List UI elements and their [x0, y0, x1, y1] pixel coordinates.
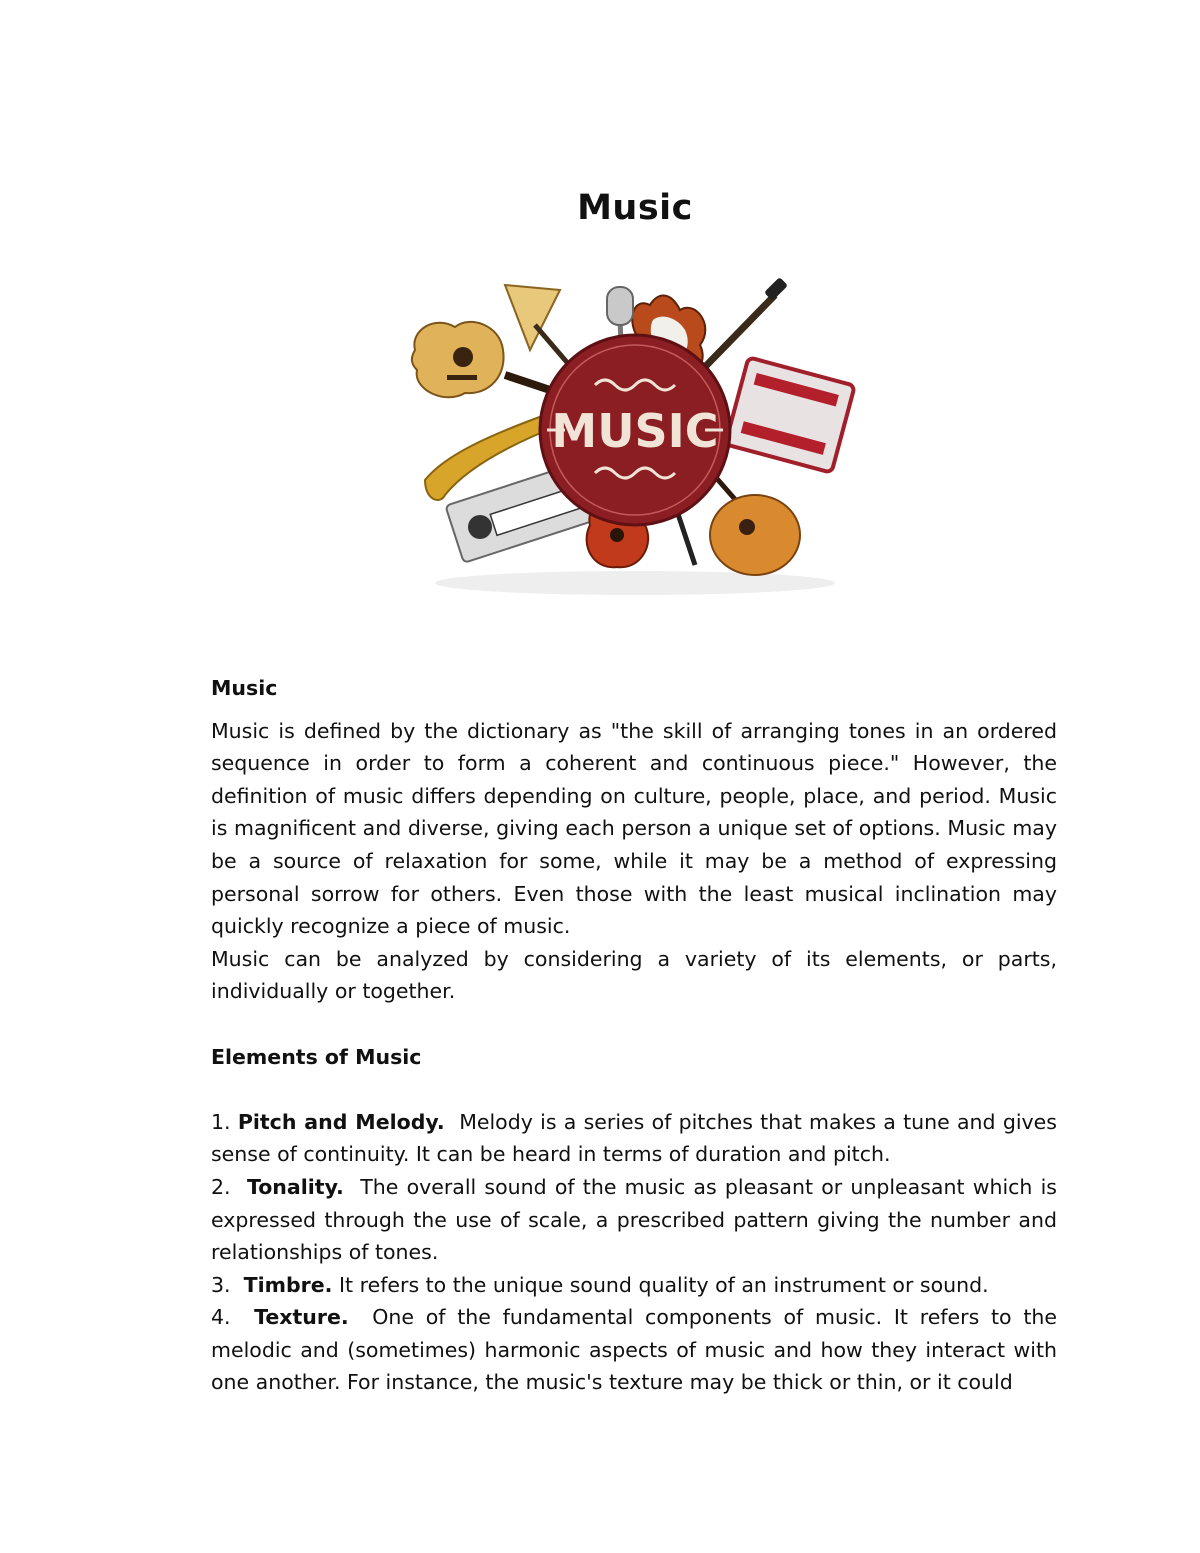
music-badge [540, 335, 730, 525]
item-text: One of the fundamental components of music. It refers to the melodic and (sometimes) harmonic aspects of music and how they interact with one another. For instance, the music's texture may be thick or thin, or it could [211, 1305, 1057, 1395]
document-body [211, 672, 1057, 1399]
mandolin-icon [705, 465, 800, 575]
list-item [211, 1269, 1057, 1302]
intro-paragraph: Music can be analyzed by considering a variety of its elements, or parts, individually or together. [211, 946, 1057, 1004]
intro-paragraph: Music is defined by the dictionary as "the skill of arranging tones in an ordered sequence in order to form a coherent and continuous piece." However, the definition of music differs depending on culture, people, place, and period. Music is magnificent and diverse, giving each person a unique set of options. Music may be a source of relaxation for some, while it may be a method of expressing personal sorrow for others. Even those with the least musical inclination may quickly recognize a piece of music. [211, 718, 1057, 939]
item-text: It refers to the unique sound quality of an instrument or sound. [339, 1272, 989, 1297]
item-term: Timbre. [243, 1272, 333, 1297]
item-number: 2. [211, 1174, 231, 1199]
elements-heading: Elements of Music [211, 1044, 422, 1069]
item-number: 4. [211, 1305, 231, 1330]
list-item [211, 1106, 1057, 1171]
list-item [211, 1171, 1057, 1269]
item-term: Pitch and Melody. [237, 1109, 445, 1134]
item-term: Texture. [254, 1305, 349, 1330]
intro-heading: Music [211, 676, 278, 700]
page-title: Music [577, 188, 693, 228]
list-item [211, 1301, 1057, 1399]
item-text: The overall sound of the music as pleasant or unpleasant which is expressed through the use of scale, a prescribed pattern giving the number and relationships of tones. [211, 1174, 1057, 1265]
musical-instruments-collage-icon [395, 265, 875, 600]
accordion-icon [725, 357, 855, 472]
item-text: Melody is a series of pitches that makes a tune and gives sense of continuity. It can be heard in terms of duration and pitch. [211, 1109, 1057, 1167]
item-term: Tonality. [246, 1174, 344, 1199]
item-number: 3. [211, 1272, 231, 1297]
item-number: 1. [211, 1109, 231, 1134]
badge-text: MUSIC [551, 404, 719, 458]
